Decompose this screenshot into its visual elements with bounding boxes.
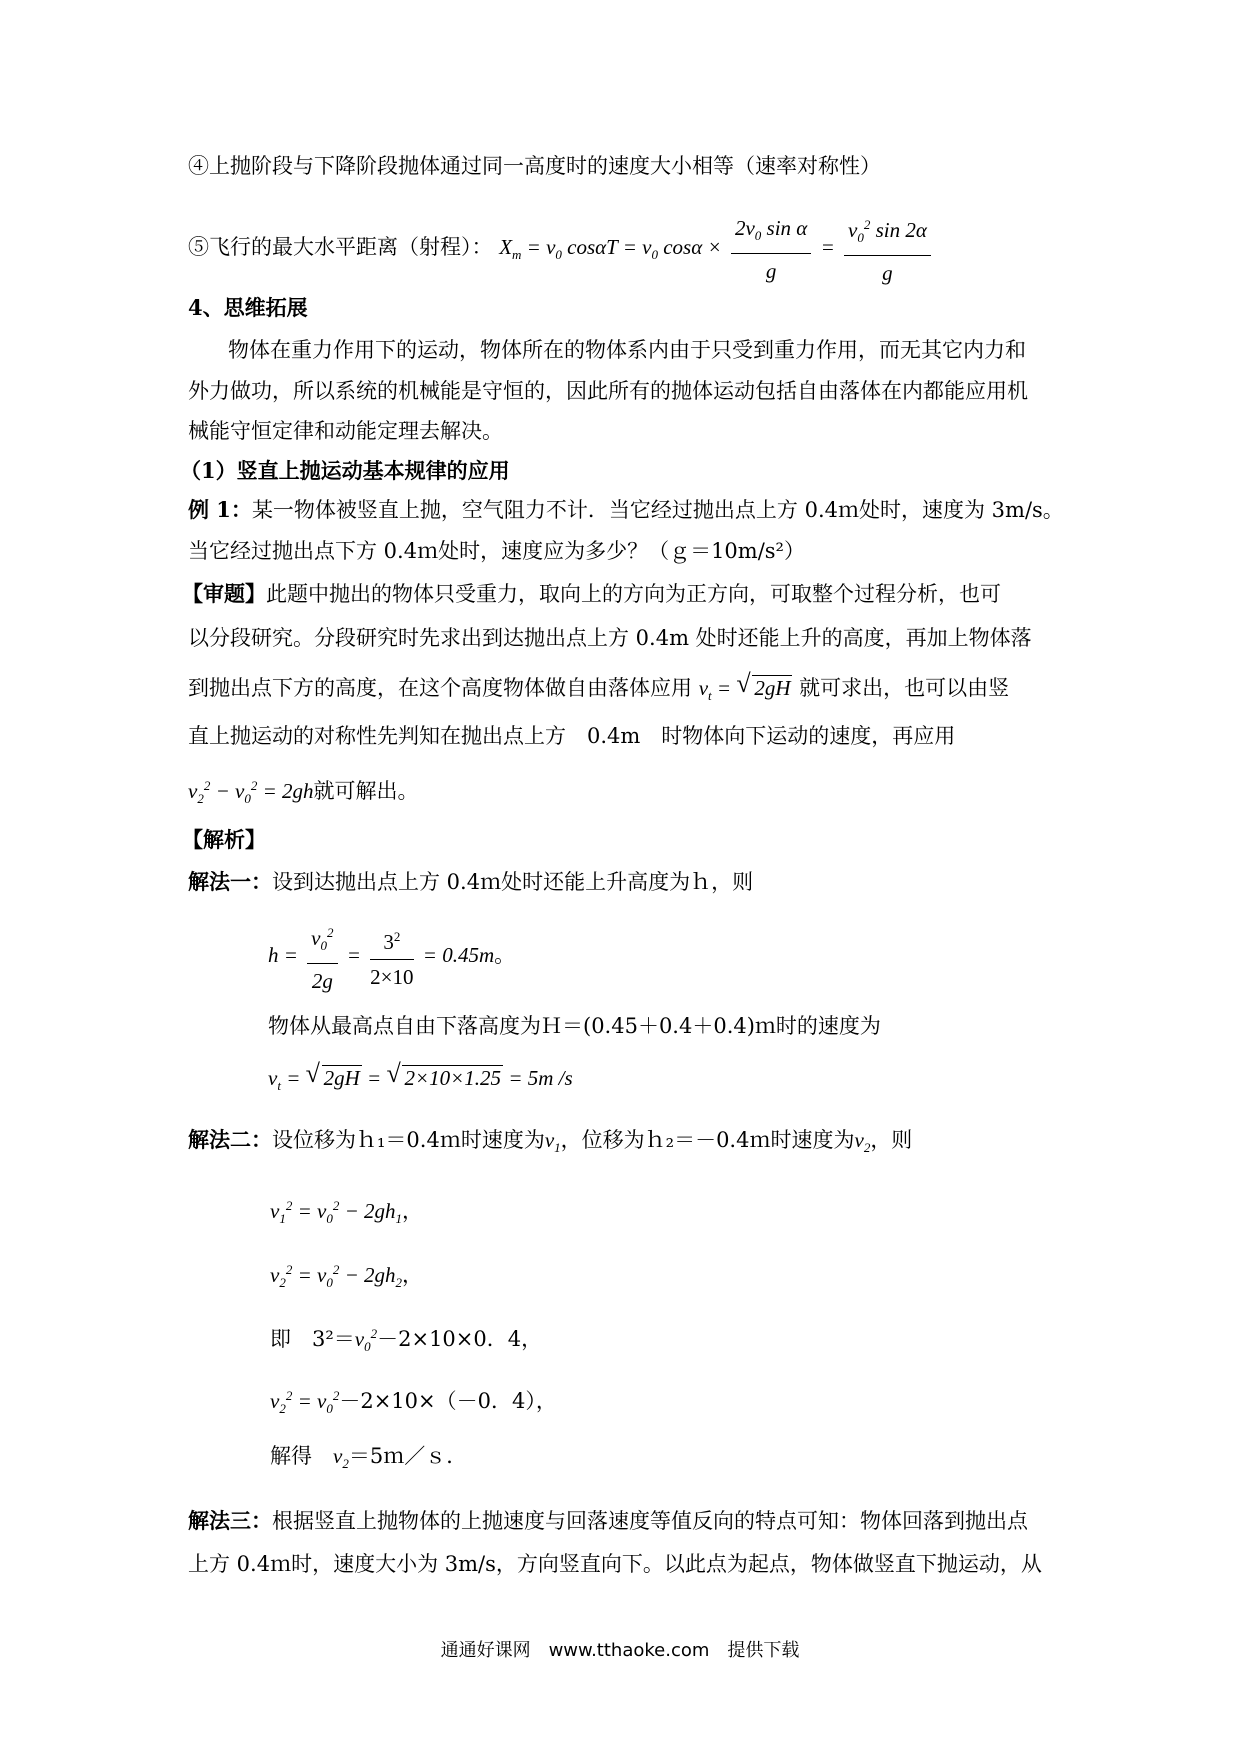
range-formula: $X_m = v_0$ $\cos\alpha T = v_0$ cosα × $\frac{2v_0 \sin \alpha}{g}$ = $\frac{v_0^2 \sin 2\alpha}{g}$	[499, 235, 935, 259]
equation-line: 即 $3^2=v_0^2-2\times 10\times 0$．4，	[270, 1326, 543, 1355]
example-text: 某一物体被竖直上抛，空气阻力不计．当它经过抛出点上方 0.4ｍ处时，速度为 3m/s。	[251, 498, 1064, 522]
method-label: 解法二：	[188, 1127, 272, 1152]
method-line: 上方 0.4ｍ时，速度大小为 3m/s，方向竖直向下。以此点为起点，物体做竖直下抛运动，从	[188, 1552, 1042, 1576]
method-text: 物体从最高点自由下落高度为Ｈ＝(0.45＋0.4＋0.4)ｍ时的速度为	[268, 1014, 881, 1038]
analysis-line	[188, 770, 419, 815]
method-line	[188, 1505, 1028, 1537]
example-line	[188, 494, 1064, 526]
method-text: 设到达抛出点上方 0.4ｍ处时还能上升高度为ｈ，则	[272, 870, 754, 894]
method-text: 设位移为ｈ₁＝0.4ｍ时速度为	[272, 1128, 545, 1152]
analysis-text: 到抛出点下方的高度，在这个高度物体做自由落体应用	[188, 676, 692, 700]
paragraph-line: 物体在重力作用下的运动，物体所在的物体系内由于只受到重力作用，而无其它内力和	[228, 338, 1026, 362]
method-line	[188, 866, 753, 898]
analysis-line: 直上抛运动的对称性先判知在抛出点上方 0.4m 时物体向下运动的速度，再应用	[188, 724, 956, 748]
analysis-line	[182, 578, 1001, 610]
equation-text: －2×10×（－0．4），	[339, 1389, 557, 1413]
analysis-label: 【审题】	[182, 581, 266, 606]
equation-h: h = $\frac{v_0^2}{2g}$ = $\frac{3^2}{2\times 10}$ = 0.45m。	[268, 918, 515, 996]
method-label: 解法一：	[188, 869, 272, 894]
equation-text: 解得	[270, 1444, 333, 1468]
example-label: 例 1：	[188, 497, 252, 522]
range-formula-line	[188, 210, 935, 288]
paragraph-line: 外力做功，所以系统的机械能是守恒的，因此所有的抛体运动包括自由落体在内都能应用机	[188, 379, 1028, 403]
formula-v2: $v_2^2 - v_0^2 = 2gh$	[188, 778, 314, 807]
section-heading: 4、思维拓展	[188, 295, 308, 320]
subsection-heading: （1）竖直上抛运动基本规律的应用	[180, 458, 510, 483]
method-text: ，位移为ｈ₂＝－0.4ｍ时速度为	[560, 1128, 855, 1152]
punctuation: ，	[402, 1199, 423, 1223]
example-line: 当它经过抛出点下方 0.4ｍ处时，速度应为多少？（ｇ＝10m/s²）	[188, 539, 805, 563]
equation-text: 即 3²＝	[270, 1327, 355, 1351]
method-label: 解法三：	[188, 1508, 272, 1533]
equation-line: $v_2^2 = v_0^2 - 2gh_2$，	[270, 1262, 423, 1291]
equation-line: $v_1^2 = v_0^2 - 2gh_1$，	[270, 1198, 423, 1227]
equation-text: －2×10×0．4，	[377, 1327, 543, 1351]
method-text: 根据竖直上抛物体的上抛速度与回落速度等值反向的特点可知：物体回落到抛出点	[272, 1509, 1028, 1533]
property-4: ④上抛阶段与下降阶段抛体通过同一高度时的速度大小相等（速率对称性）	[188, 154, 881, 178]
analysis-line: 以分段研究。分段研究时先求出到达抛出点上方 0.4m 处时还能上升的高度，再加上物体落	[188, 626, 1032, 650]
punctuation: 。	[494, 942, 516, 967]
analysis-text: 此题中抛出的物体只受重力，取向上的方向为正方向，可取整个过程分析，也可	[266, 582, 1001, 606]
method-line: 解法二：设位移为ｈ₁＝0.4ｍ时速度为$v_1$，位移为ｈ₂＝－0.4ｍ时速度为$v_2$，则	[188, 1127, 913, 1156]
punctuation: ，	[402, 1263, 423, 1287]
equation-vt: $v_t$ = √ 2gH = √ 2×10×1.25 = 5m /s	[268, 1059, 573, 1094]
page-footer: 通通好课网 www.tthaoke.com 提供下载	[440, 1640, 800, 1661]
method-text: ，则	[870, 1128, 913, 1152]
text-line	[188, 150, 881, 182]
equation-line: 解得 $v_2=5m/s$．	[270, 1444, 468, 1472]
paragraph-line: 械能守恒定律和动能定理去解决。	[188, 419, 503, 443]
equation-text: ＝5ｍ／ｓ．	[348, 1444, 468, 1468]
analysis-text: 就可解出。	[313, 779, 419, 803]
analysis-line	[188, 669, 1010, 712]
analysis-text: 就可求出，也可以由竖	[799, 676, 1010, 700]
formula-vt: $v_t$ = √ 2gH	[698, 669, 791, 704]
solution-heading: 【解析】	[182, 827, 266, 852]
range-label: ⑤飞行的最大水平距离（射程）：	[188, 234, 493, 259]
equation-line: $v_2^2 = v_0^2-2\times 10\times(-0$．4），	[270, 1388, 557, 1417]
